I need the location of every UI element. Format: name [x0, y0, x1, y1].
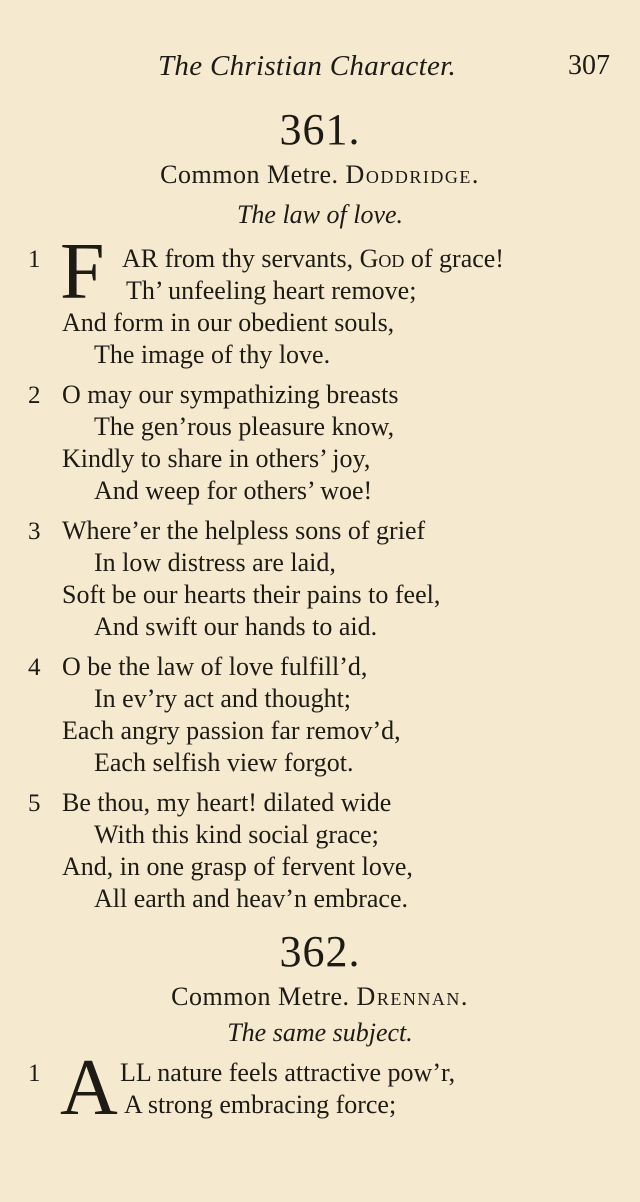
stanza-number: 1 — [28, 246, 41, 273]
verse-line: O may our sympathizing breasts — [62, 380, 399, 409]
verse-line: Th’ unfeeling heart remove; — [126, 276, 417, 305]
verse-line: All earth and heav’n embrace. — [94, 884, 409, 913]
meter-label: Common Metre. — [160, 160, 339, 189]
verse-line: Each selfish view forgot. — [94, 748, 354, 777]
verse-line: A strong embracing force; — [124, 1090, 397, 1119]
verse-line: Soft be our hearts their pains to feel, — [62, 580, 441, 609]
hymn-subject: The same subject. — [227, 1018, 413, 1047]
verse-line: AR from thy servants, God of grace! — [122, 244, 504, 273]
verse-line: In ev’ry act and thought; — [94, 684, 352, 713]
hymn-author: Drennan. — [356, 982, 469, 1011]
hymn-number: 362. — [279, 927, 361, 976]
stanza-number: 5 — [28, 790, 41, 817]
verse-line: Be thou, my heart! dilated wide — [62, 788, 392, 817]
verse-line: Kindly to share in others’ joy, — [62, 444, 371, 473]
divine-name: God — [359, 244, 405, 273]
verse-line: The gen’rous pleasure know, — [94, 412, 395, 441]
page-number: 307 — [568, 50, 610, 81]
verse-line: And swift our hands to aid. — [94, 612, 378, 641]
verse-line: And form in our obedient souls, — [62, 308, 395, 337]
stanza-number: 3 — [28, 518, 41, 545]
verse-line: With this kind social grace; — [94, 820, 379, 849]
drop-cap: A — [60, 1044, 118, 1132]
hymn-number: 361. — [279, 105, 361, 154]
meter-label: Common Metre. — [171, 982, 350, 1011]
stanza-number: 2 — [28, 382, 41, 409]
verse-line: And, in one grasp of fervent love, — [62, 852, 413, 881]
stanza-number: 1 — [28, 1060, 41, 1087]
verse-line: And weep for others’ woe! — [94, 476, 373, 505]
hymn-meter — [0, 982, 640, 1012]
verse-line: In low distress are laid, — [94, 548, 336, 577]
running-head-title: The Christian Character. — [158, 50, 457, 82]
hymn-author: Doddridge. — [345, 160, 480, 189]
drop-cap: F — [60, 228, 105, 316]
running-head — [0, 50, 640, 90]
verse-line: O be the law of love fulfill’d, — [62, 652, 368, 681]
verse-line: Where’er the helpless sons of grief — [62, 516, 426, 545]
hymn-subject: The law of love. — [236, 200, 404, 229]
hymn-meter — [0, 160, 640, 190]
verse-line: Each angry passion far remov’d, — [62, 716, 401, 745]
verse-line: LL nature feels attractive pow’r, — [120, 1058, 456, 1087]
stanza-number: 4 — [28, 654, 41, 681]
verse-line: The image of thy love. — [94, 340, 331, 369]
